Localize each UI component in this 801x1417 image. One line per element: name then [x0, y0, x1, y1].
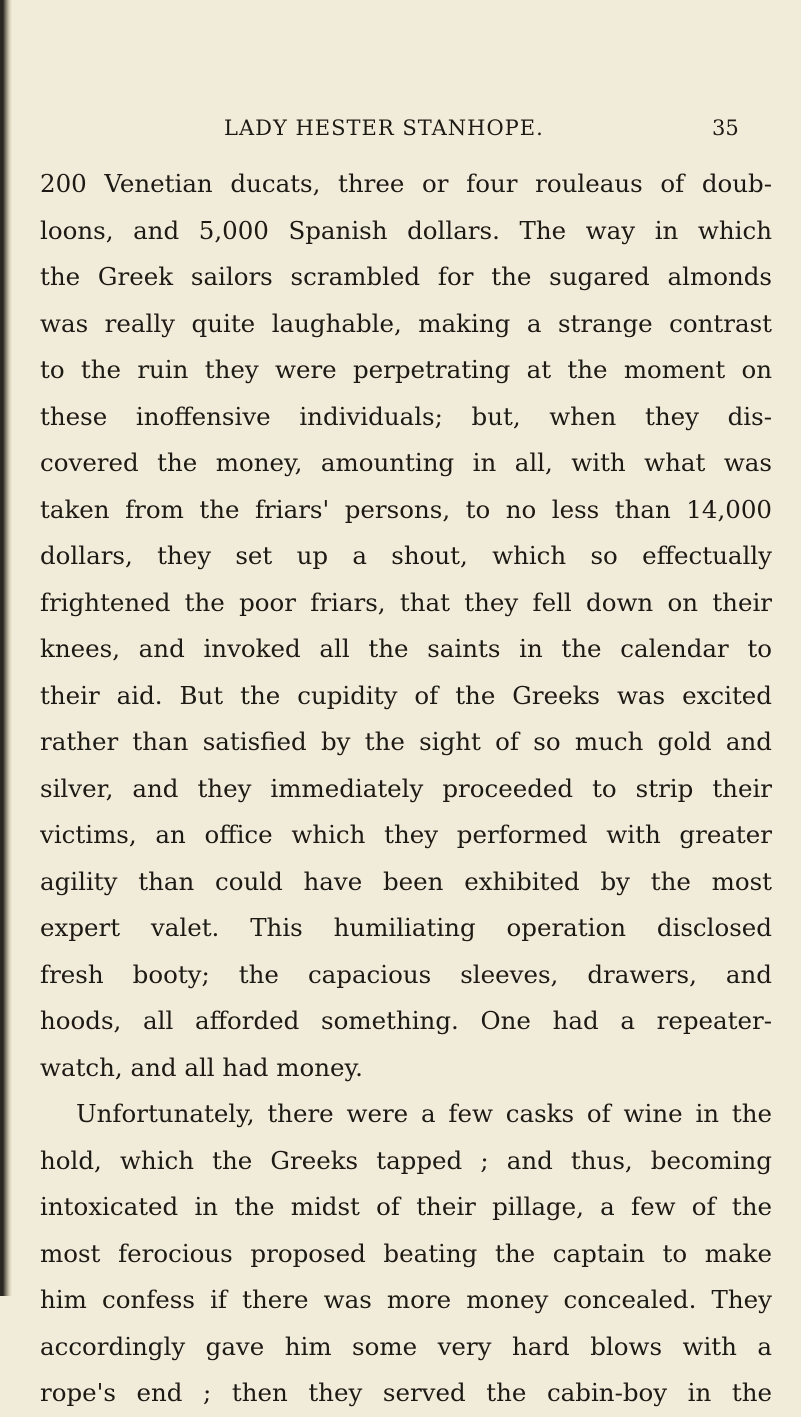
text-line: loons, and 5,000 Spanish dollars. The way in which	[40, 215, 772, 245]
text-line: the Greek sailors scrambled for the sugared almonds	[40, 262, 772, 291]
text-line: was really quite laughable, making a strange contrast	[40, 308, 772, 338]
text-line: rather than satisfied by the sight of so much gold and	[40, 727, 772, 756]
text-line: agility than could have been exhibited by the most	[40, 866, 772, 896]
text-line: hoods, all afforded something. One had a repeater-	[40, 1006, 772, 1035]
text-line: rope's end ; then they served the cabin-boy in the	[40, 1378, 772, 1407]
page-number: 35	[712, 116, 739, 140]
running-title: LADY HESTER STANHOPE.	[224, 116, 544, 140]
text-line: taken from the friars' persons, to no less than 14,000	[40, 494, 772, 524]
text-line: fresh booty; the capacious sleeves, drawers, and	[40, 959, 772, 989]
text-line: frightened the poor friars, that they fell down on their	[40, 587, 772, 617]
text-line: expert valet. This humiliating operation disclosed	[40, 913, 772, 942]
text-line: accordingly gave him some very hard blows with a	[40, 1331, 772, 1361]
body-text	[40, 161, 772, 1417]
paragraph-end-line: watch, and all had money.	[40, 1052, 363, 1082]
running-header	[0, 116, 801, 146]
text-line: these inoffensive individuals; but, when they dis-	[40, 401, 772, 431]
text-line: victims, an office which they performed with greater	[40, 820, 772, 849]
text-line: knees, and invoked all the saints in the calendar to	[40, 634, 772, 663]
text-line: intoxicated in the midst of their pillage, a few of the	[40, 1192, 772, 1221]
text-line: him confess if there was more money concealed. They	[40, 1285, 772, 1314]
text-line: their aid. But the cupidity of the Greeks was excited	[40, 680, 772, 710]
text-line: to the ruin they were perpetrating at the moment on	[40, 355, 772, 384]
page-binding-edge	[0, 0, 12, 1296]
text-line: 200 Venetian ducats, three or four rouleaus of doub-	[40, 169, 772, 198]
text-line: most ferocious proposed beating the captain to make	[40, 1238, 772, 1268]
text-line: silver, and they immediately proceeded to strip their	[40, 773, 772, 803]
text-line: dollars, they set up a shout, which so effectually	[40, 541, 772, 570]
text-line: covered the money, amounting in all, with what was	[40, 448, 772, 477]
text-line: hold, which the Greeks tapped ; and thus, becoming	[40, 1145, 772, 1175]
paragraph-start-line: Unfortunately, there were a few casks of wine in the	[76, 1099, 772, 1128]
